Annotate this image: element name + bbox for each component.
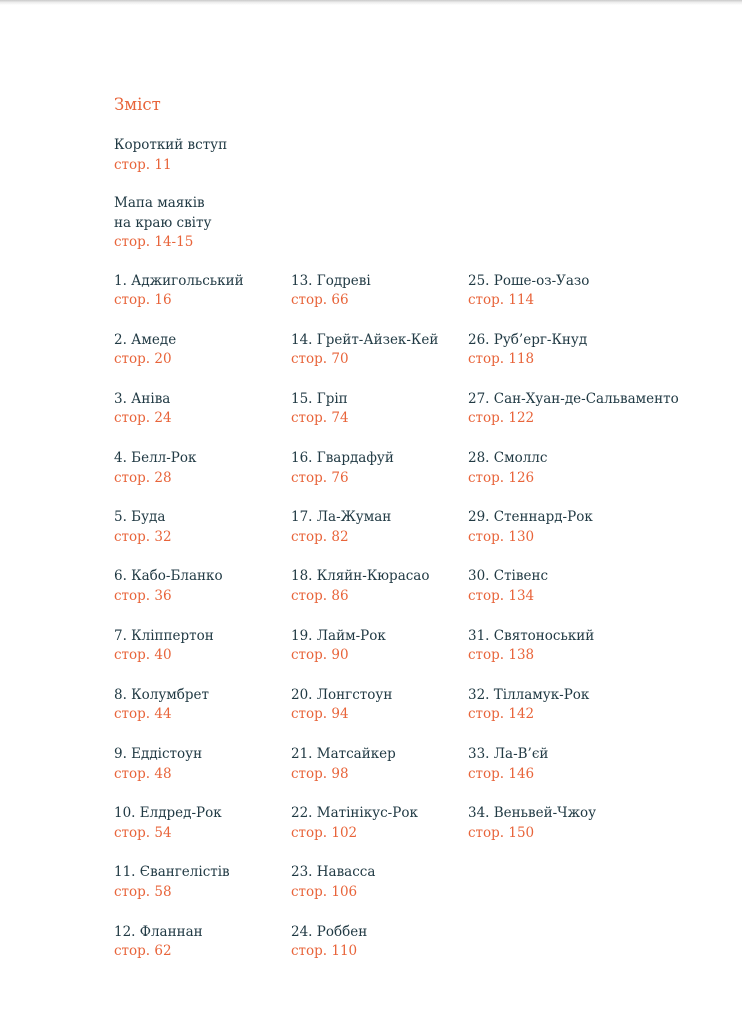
toc-chapter-title: 6. Кабо-Бланко (114, 568, 223, 585)
toc-chapter-title: 9. Еддістоун (114, 746, 203, 762)
toc-chapter-entry[interactable] (468, 627, 718, 686)
toc-chapter-entry[interactable] (468, 508, 718, 567)
toc-chapter-title: 12. Фланнан (114, 923, 203, 940)
toc-entry-title-line-2: на краю світу (114, 214, 212, 231)
toc-column-1 (114, 272, 294, 982)
toc-chapter-entry[interactable] (468, 567, 718, 626)
toc-chapter-title: 30. Стівенс (468, 568, 549, 585)
toc-intro-entry[interactable] (114, 136, 714, 175)
toc-chapter-title: 17. Ла-Жуман (291, 509, 392, 526)
toc-chapter-page: стор. 58 (114, 883, 172, 900)
toc-chapter-title: 3. Анівa (114, 390, 171, 407)
toc-chapter-page: стор. 126 (468, 469, 535, 486)
toc-chapter-page: стор. 122 (468, 410, 535, 427)
toc-chapter-page: стор. 82 (291, 528, 349, 545)
toc-chapter-entry[interactable] (291, 923, 471, 982)
toc-chapter-entry[interactable] (291, 567, 471, 626)
toc-intro-entry[interactable] (114, 194, 714, 253)
toc-chapter-entry[interactable] (291, 627, 471, 686)
toc-chapter-entry[interactable] (291, 272, 471, 331)
toc-chapter-entry[interactable] (114, 863, 294, 922)
toc-chapter-entry[interactable] (468, 745, 718, 804)
toc-chapter-page: стор. 54 (114, 824, 172, 841)
toc-chapter-title: 22. Матінікус-Рок (291, 805, 418, 822)
toc-chapter-page: стор. 106 (291, 883, 358, 900)
toc-chapter-page: стор. 74 (291, 410, 349, 427)
toc-chapter-title: 14. Грейт-Айзек-Кей (291, 331, 439, 348)
toc-chapter-title: 26. Руб’ерг-Кнуд (468, 331, 588, 348)
toc-chapter-page: стор. 76 (291, 469, 349, 486)
toc-chapter-page: стор. 40 (114, 647, 172, 664)
toc-chapter-page: стор. 102 (291, 824, 358, 841)
toc-chapter-title: 19. Лайм-Рок (291, 627, 386, 644)
page-top-shadow (0, 0, 742, 5)
toc-chapter-entry[interactable] (114, 627, 294, 686)
toc-chapter-page: стор. 86 (291, 587, 349, 604)
toc-chapter-entry[interactable] (291, 686, 471, 745)
toc-chapter-page: стор. 28 (114, 469, 172, 486)
toc-chapter-page: стор. 138 (468, 647, 535, 664)
toc-chapter-page: стор. 32 (114, 528, 172, 545)
toc-chapter-title: 2. Амеде (114, 331, 177, 348)
toc-chapter-page: стор. 62 (114, 943, 172, 960)
toc-chapter-page: стор. 94 (291, 706, 349, 723)
toc-chapter-page: стор. 36 (114, 587, 172, 604)
toc-chapter-entry[interactable] (291, 390, 471, 449)
toc-chapter-title: 34. Веньвей-Чжоу (468, 805, 597, 822)
toc-chapter-title: 24. Роббен (291, 923, 368, 940)
toc-entry-page: стор. 11 (114, 156, 172, 173)
toc-chapter-entry[interactable] (114, 686, 294, 745)
toc-chapter-entry[interactable] (291, 331, 471, 390)
toc-chapter-entry[interactable] (114, 449, 294, 508)
toc-chapter-page: стор. 142 (468, 706, 535, 723)
toc-chapter-page: стор. 16 (114, 292, 172, 308)
toc-chapter-page: стор. 90 (291, 647, 349, 664)
toc-chapter-entry[interactable] (291, 804, 471, 863)
toc-chapter-page: стор. 48 (114, 765, 172, 782)
toc-chapter-title: 29. Стеннард-Рок (468, 509, 593, 526)
toc-chapter-title: 1. Аджигольський (114, 272, 244, 289)
toc-chapter-entry[interactable] (114, 272, 294, 331)
toc-chapter-title: 7. Кліппертон (114, 627, 214, 644)
toc-chapter-title: 28. Смоллс (468, 450, 548, 467)
toc-chapter-entry[interactable] (468, 272, 718, 331)
toc-chapter-title: 4. Белл-Рок (114, 450, 197, 467)
toc-chapter-title: 18. Кляйн-Кюрасао (291, 568, 430, 585)
toc-chapter-title: 10. Елдред-Рок (114, 805, 222, 822)
toc-chapter-columns (114, 272, 714, 972)
toc-chapter-page: стор. 44 (114, 706, 172, 723)
toc-entry-page: стор. 14-15 (114, 234, 194, 250)
toc-chapter-title: 32. Тілламук-Рок (468, 686, 590, 703)
toc-chapter-entry[interactable] (114, 804, 294, 863)
toc-chapter-entry[interactable] (291, 449, 471, 508)
toc-chapter-title: 23. Навасса (291, 864, 376, 881)
toc-chapter-entry[interactable] (114, 923, 294, 982)
toc-chapter-page: стор. 114 (468, 292, 535, 308)
toc-chapter-title: 27. Сан-Хуан-де-Сальваменто (468, 390, 679, 407)
toc-chapter-entry[interactable] (291, 508, 471, 567)
toc-chapter-title: 5. Буда (114, 509, 166, 526)
toc-chapter-entry[interactable] (114, 567, 294, 626)
toc-column-2 (291, 272, 471, 982)
toc-chapter-title: 33. Ла-В’єй (468, 746, 549, 762)
toc-chapter-entry[interactable] (114, 508, 294, 567)
toc-column-3 (468, 272, 718, 864)
toc-chapter-page: стор. 134 (468, 587, 535, 604)
toc-chapter-entry[interactable] (291, 745, 471, 804)
toc-chapter-entry[interactable] (468, 449, 718, 508)
toc-chapter-page: стор. 150 (468, 824, 535, 841)
toc-chapter-title: 31. Святоноський (468, 627, 595, 644)
toc-chapter-title: 25. Роше-оз-Уазо (468, 272, 590, 289)
toc-chapter-entry[interactable] (468, 390, 718, 449)
toc-chapter-title: 11. Євангелістів (114, 864, 230, 881)
toc-chapter-title: 15. Гріп (291, 390, 348, 407)
toc-chapter-title: 21. Матсайкер (291, 746, 396, 762)
toc-chapter-entry[interactable] (114, 331, 294, 390)
toc-chapter-entry[interactable] (468, 331, 718, 390)
toc-chapter-page: стор. 24 (114, 410, 172, 427)
toc-chapter-page: стор. 70 (291, 351, 349, 368)
toc-chapter-entry[interactable] (468, 686, 718, 745)
toc-chapter-page: стор. 20 (114, 351, 172, 368)
toc-chapter-page: стор. 110 (291, 943, 358, 960)
table-of-contents (114, 95, 714, 972)
toc-chapter-title: 20. Лонгстоун (291, 686, 393, 703)
toc-chapter-page: стор. 130 (468, 528, 535, 545)
toc-chapter-page: стор. 118 (468, 351, 535, 368)
toc-chapter-entry[interactable] (114, 745, 294, 804)
toc-chapter-entry[interactable] (291, 863, 471, 922)
toc-chapter-entry[interactable] (468, 804, 718, 863)
toc-chapter-page: стор. 98 (291, 765, 349, 782)
toc-entry-title: Короткий вступ (114, 137, 228, 153)
toc-chapter-title: 13. Годреві (291, 272, 371, 289)
toc-chapter-page: стор. 66 (291, 292, 349, 308)
toc-title: Зміст (114, 95, 161, 114)
toc-entry-title: Мапа маяків (114, 195, 205, 211)
toc-chapter-title: 16. Гвардафуй (291, 450, 394, 467)
toc-chapter-title: 8. Колумбрет (114, 686, 209, 703)
toc-chapter-entry[interactable] (114, 390, 294, 449)
toc-chapter-page: стор. 146 (468, 765, 535, 782)
